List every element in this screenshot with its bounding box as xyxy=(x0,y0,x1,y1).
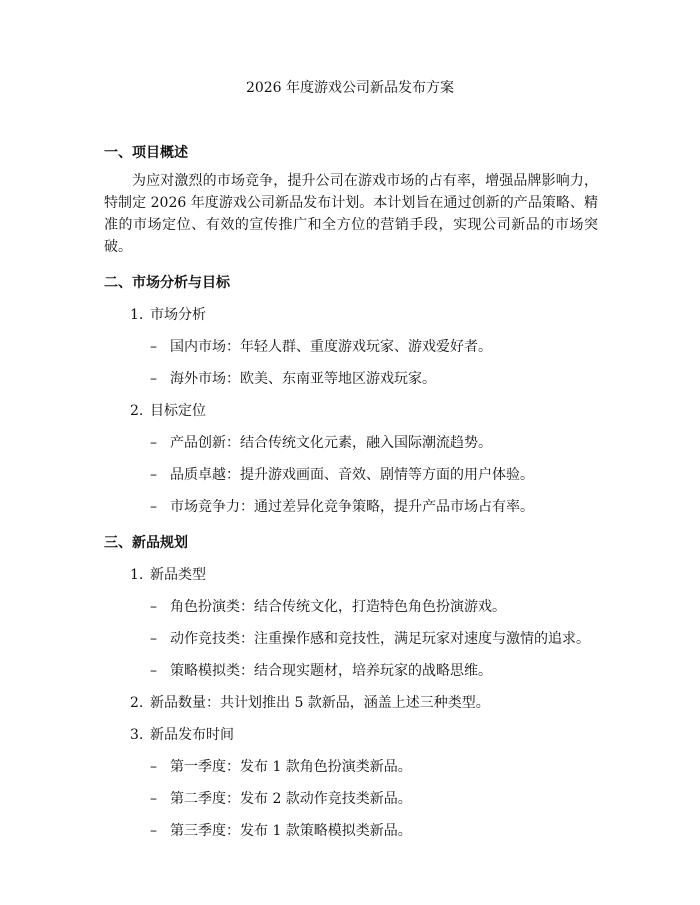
document-body xyxy=(104,142,598,842)
list-item xyxy=(150,756,598,778)
dash-bullet: – xyxy=(150,631,157,647)
section-heading: 二、市场分析与目标 xyxy=(104,275,230,291)
section-overview xyxy=(104,142,598,258)
dash-bullet: – xyxy=(150,791,157,807)
list-item-text: 国内市场：年轻人群、重度游戏玩家、游戏爱好者。 xyxy=(170,339,492,355)
dash-bullet: – xyxy=(150,663,157,679)
section-heading: 一、项目概述 xyxy=(104,145,188,161)
numbered-item xyxy=(130,400,598,422)
list-item xyxy=(150,596,598,618)
list-item-text: 策略模拟类：结合现实题材，培养玩家的战略思维。 xyxy=(170,663,492,679)
list-item xyxy=(150,368,598,390)
item-label: 目标定位 xyxy=(150,403,206,419)
numbered-item xyxy=(130,564,598,586)
section-heading: 三、新品规划 xyxy=(104,535,188,551)
list-item-text: 产品创新：结合传统文化元素，融入国际潮流趋势。 xyxy=(170,435,492,451)
item-label: 新品数量：共计划推出 5 款新品，涵盖上述三种类型。 xyxy=(150,695,490,711)
dash-bullet: – xyxy=(150,759,157,775)
item-label: 新品发布时间 xyxy=(150,727,234,743)
list-item-text: 市场竞争力：通过差异化竞争策略，提升产品市场占有率。 xyxy=(170,499,534,515)
overview-paragraph: 为应对激烈的市场竞争，提升公司在游戏市场的占有率，增强品牌影响力，特制定 2026 年度游戏公司新品发布计划。本计划旨在通过创新的产品策略、精准的市场定位、有效的宣传推广和全方位的营销手段，实现公司新品的市场突破。 xyxy=(104,173,598,255)
numbered-item xyxy=(130,692,598,714)
list-item xyxy=(150,660,598,682)
item-number: 2. xyxy=(130,403,144,419)
dash-bullet: – xyxy=(150,371,157,387)
section-product-planning xyxy=(104,532,598,842)
list-item xyxy=(150,432,598,454)
list-item xyxy=(150,820,598,842)
list-item-text: 角色扮演类：结合传统文化，打造特色角色扮演游戏。 xyxy=(170,599,506,615)
list-item-text: 海外市场：欧美、东南亚等地区游戏玩家。 xyxy=(170,371,436,387)
dash-bullet: – xyxy=(150,823,157,839)
section-market-analysis xyxy=(104,272,598,518)
numbered-item xyxy=(130,304,598,326)
dash-bullet: – xyxy=(150,499,157,515)
dash-bullet: – xyxy=(150,467,157,483)
list-item-text: 动作竞技类：注重操作感和竞技性，满足玩家对速度与激情的追求。 xyxy=(170,631,590,647)
item-label: 市场分析 xyxy=(150,307,206,323)
dash-bullet: – xyxy=(150,435,157,451)
list-item-text: 第二季度：发布 2 款动作竞技类新品。 xyxy=(170,791,412,807)
numbered-item xyxy=(130,724,598,746)
list-item xyxy=(150,336,598,358)
item-number: 1. xyxy=(130,307,144,323)
list-item-text: 品质卓越：提升游戏画面、音效、剧情等方面的用户体验。 xyxy=(170,467,534,483)
item-number: 1. xyxy=(130,567,144,583)
document-title: 2026 年度游戏公司新品发布方案 xyxy=(245,80,455,96)
list-item-text: 第三季度：发布 1 款策略模拟类新品。 xyxy=(170,823,412,839)
item-number: 3. xyxy=(130,727,144,743)
list-item xyxy=(150,464,598,486)
list-item xyxy=(150,496,598,518)
dash-bullet: – xyxy=(150,599,157,615)
item-number: 2. xyxy=(130,695,144,711)
item-label: 新品类型 xyxy=(150,567,206,583)
dash-bullet: – xyxy=(150,339,157,355)
list-item-text: 第一季度：发布 1 款角色扮演类新品。 xyxy=(170,759,412,775)
list-item xyxy=(150,628,598,650)
list-item xyxy=(150,788,598,810)
